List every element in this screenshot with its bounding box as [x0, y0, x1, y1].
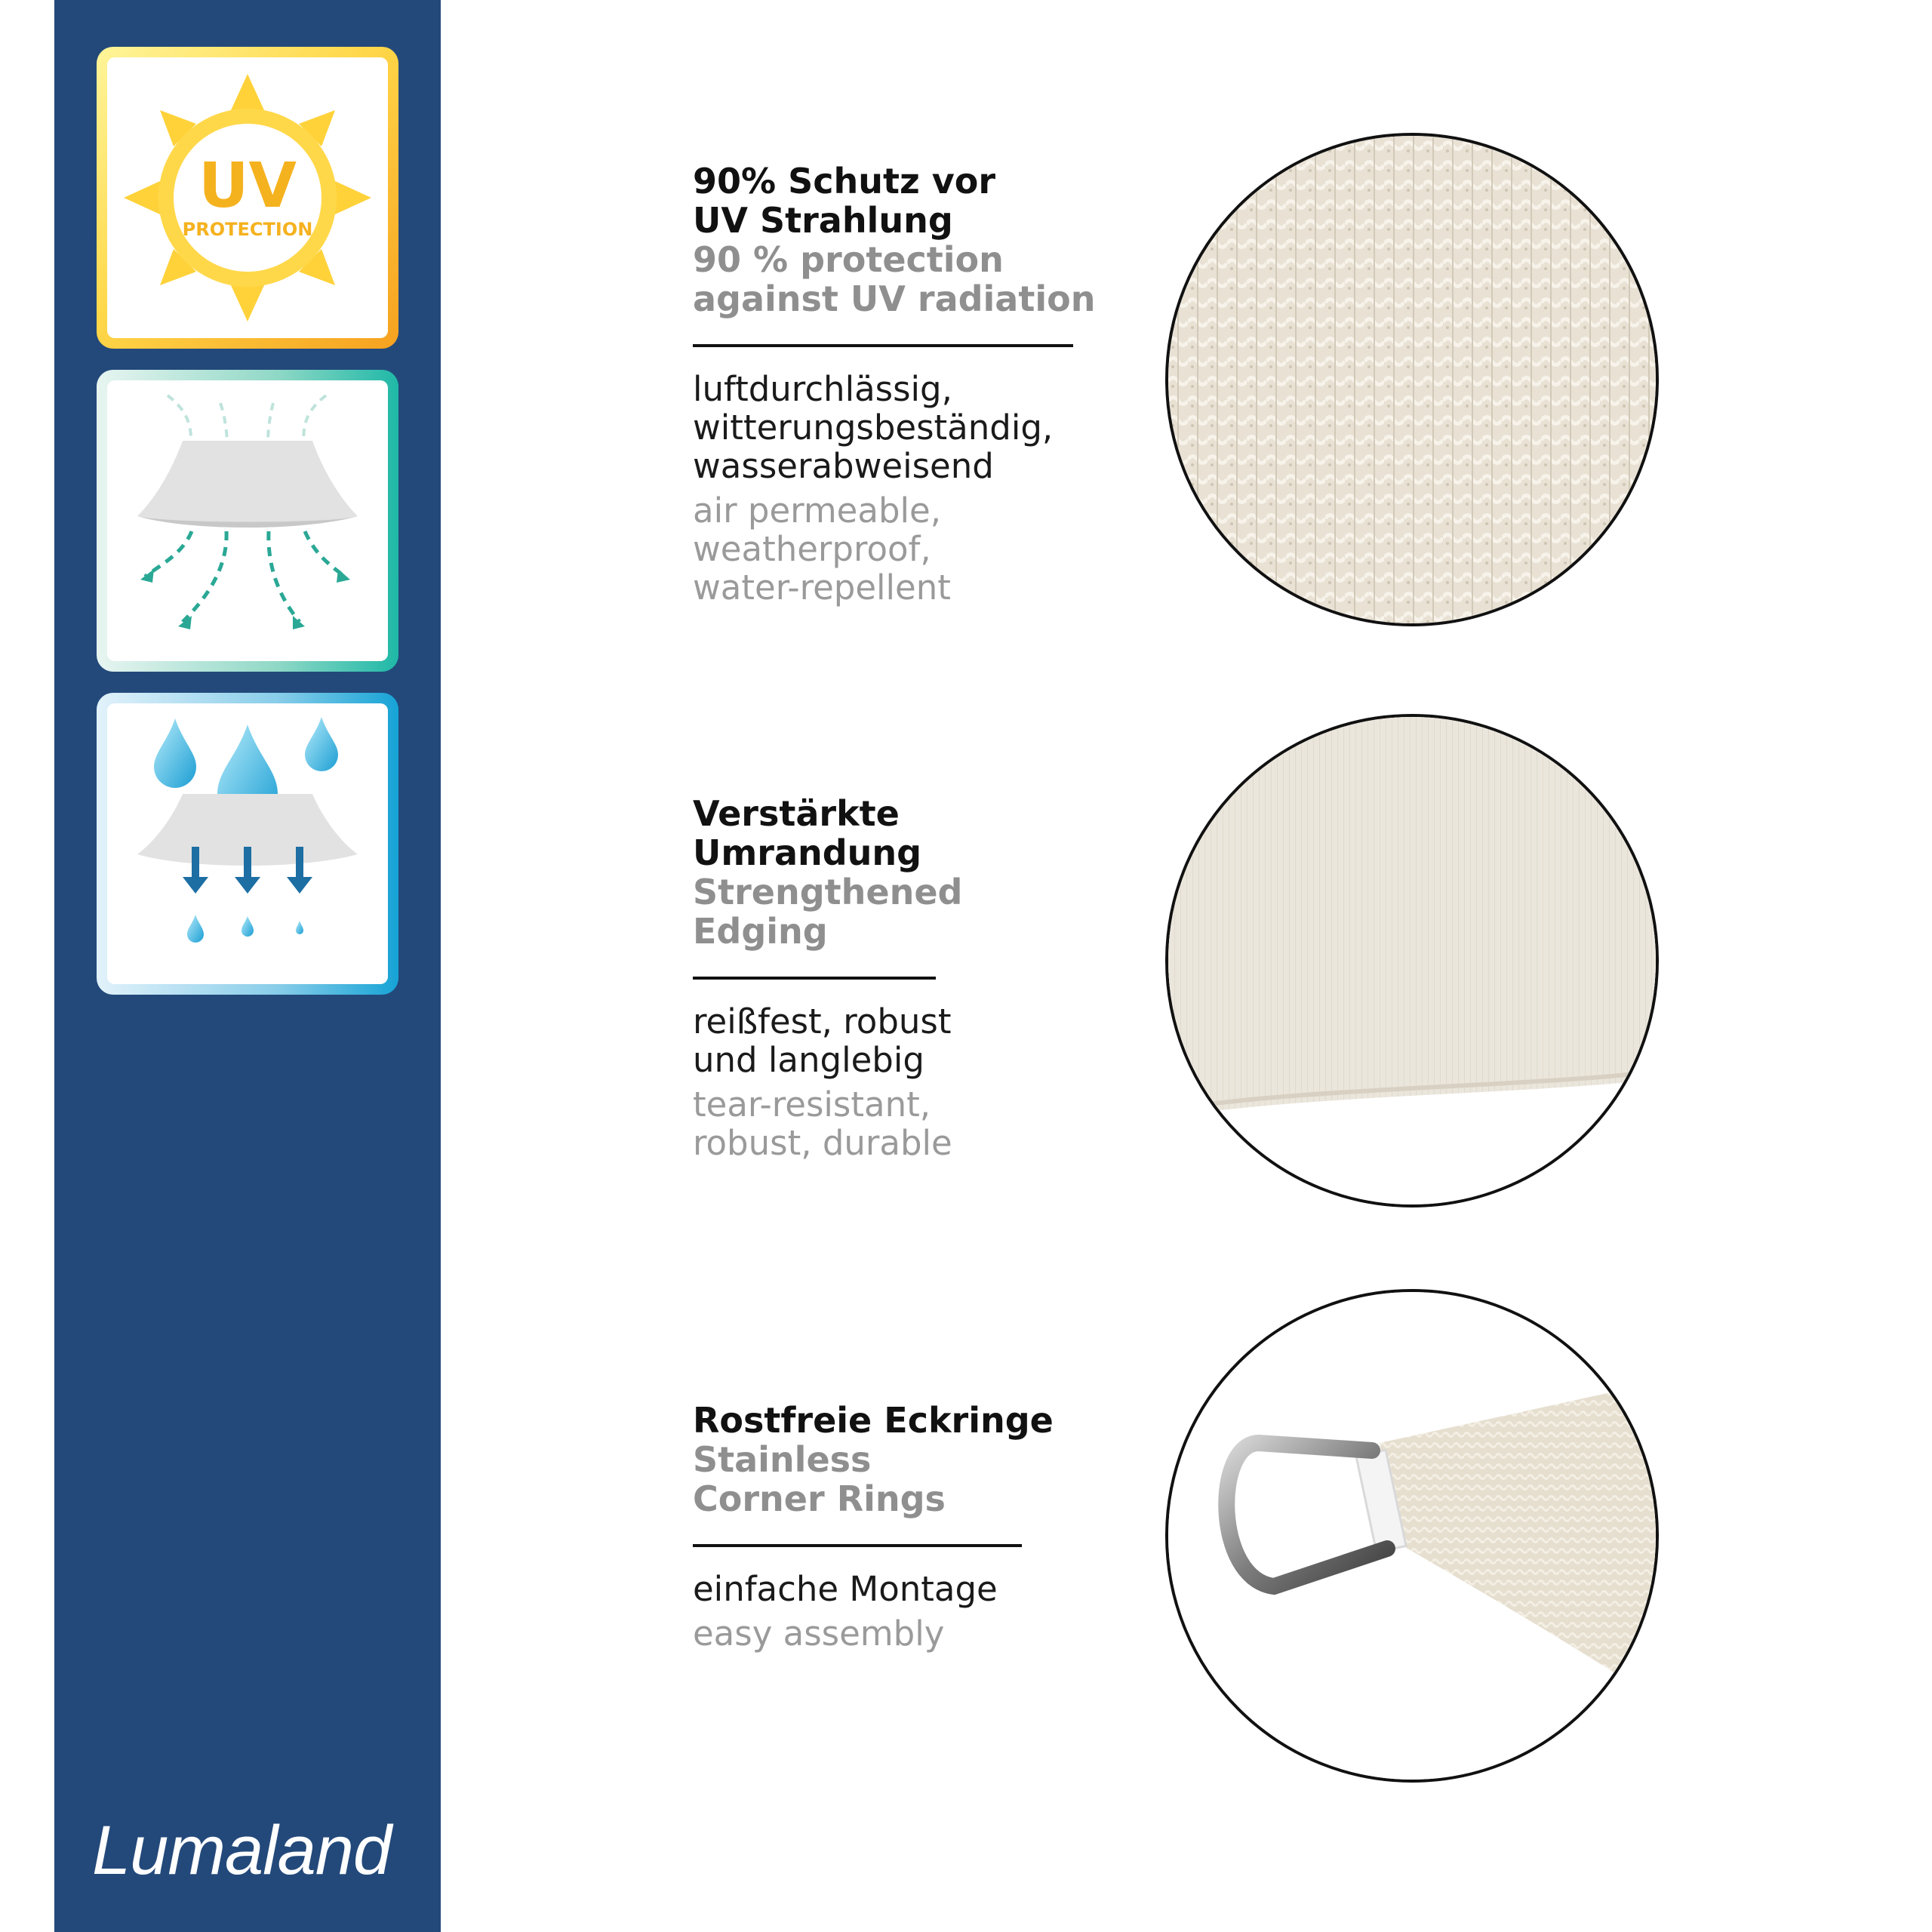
feature-heading-en: Strengthened Edging	[693, 872, 963, 952]
corner-ring-closeup	[1165, 1289, 1659, 1783]
fabric-mesh-closeup	[1165, 133, 1659, 626]
uv-protection-tile	[97, 47, 398, 349]
feature-divider	[693, 1544, 1022, 1547]
feature-edging	[693, 794, 1131, 1162]
feature-text-en: air permeable, weatherproof, water-repellent	[693, 491, 951, 608]
feature-divider	[693, 344, 1073, 347]
feature-uv	[693, 162, 1131, 607]
feature-text-de: luftdurchlässig, witterungsbeständig, wasserabweisend	[693, 369, 1054, 486]
feature-text-en: easy assembly	[693, 1614, 945, 1654]
corner-ring-image	[1168, 1292, 1656, 1780]
brand-logo: Lumaland	[92, 1812, 392, 1889]
air-permeable-tile	[97, 370, 398, 672]
feature-heading-de: 90% Schutz vor UV Strahlung	[693, 161, 996, 241]
feature-heading-en: 90 % protection against UV radiation	[693, 239, 1096, 319]
uv-protection-icon	[107, 57, 388, 338]
feature-heading-de: Verstärkte Umrandung	[693, 793, 922, 873]
feature-text-de: reißfest, robust und langlebig	[693, 1001, 952, 1080]
uv-small-text: PROTECTION	[182, 219, 313, 240]
sidebar	[54, 0, 441, 1932]
feature-text-en: tear-resistant, robust, durable	[693, 1084, 952, 1163]
fabric-mesh-image	[1168, 136, 1656, 623]
fabric-edge-closeup	[1165, 714, 1659, 1208]
feature-divider	[693, 977, 936, 980]
uv-big-text: UV	[198, 150, 297, 222]
feature-heading-en: Stainless Corner Rings	[693, 1439, 946, 1519]
feature-heading-de: Rostfreie Eckringe	[693, 1400, 1054, 1441]
fabric-edge-image	[1168, 717, 1656, 1204]
air-permeable-icon	[107, 380, 388, 661]
water-repellent-icon	[107, 703, 388, 984]
feature-rings	[693, 1401, 1131, 1653]
water-repellent-tile	[97, 693, 398, 995]
feature-text-de: einfache Montage	[693, 1569, 998, 1609]
